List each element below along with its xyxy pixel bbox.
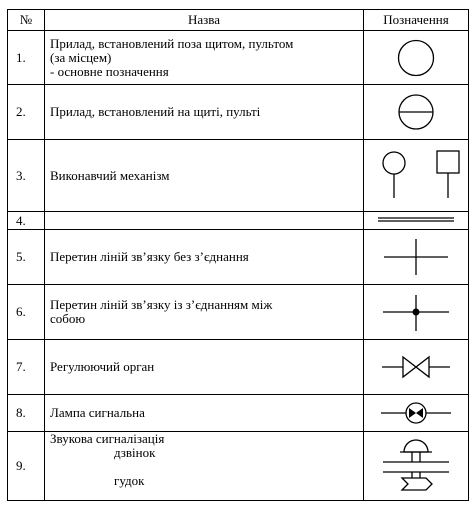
table-row [8, 285, 469, 340]
row-name-line: Звукова сигналізація [50, 431, 165, 446]
header-symbol: Позначення [364, 10, 469, 31]
row-name-line: - основне позначення [50, 63, 169, 79]
header-number: № [8, 10, 45, 31]
row-name [45, 212, 364, 230]
row-name: Прилад, встановлений на щиті, пульті [45, 85, 364, 140]
row-name: Виконавчий механізм [45, 140, 364, 212]
table-row [8, 212, 469, 230]
row-name: Лампа сигнальна [45, 395, 364, 432]
bell-label: дзвінок [114, 445, 156, 460]
row-number: 4. [8, 212, 45, 230]
line-crossing-symbol [366, 232, 466, 282]
signal-lamp-symbol [366, 397, 466, 429]
row-symbol [364, 140, 469, 212]
row-name-line: собою [50, 311, 86, 326]
row-number: 6. [8, 285, 45, 340]
row-symbol [364, 340, 469, 395]
row-name [45, 31, 364, 85]
symbols-table [7, 9, 469, 501]
table-row [8, 432, 469, 501]
row-symbol [364, 212, 469, 230]
row-symbol [364, 230, 469, 285]
row-number: 8. [8, 395, 45, 432]
row-number: 1. [8, 31, 45, 85]
row-number: 5. [8, 230, 45, 285]
instrument-panel-symbol [366, 87, 466, 137]
table-row [8, 85, 469, 140]
table-row [8, 140, 469, 212]
row-name: Регулюючий орган [45, 340, 364, 395]
row-symbol [364, 395, 469, 432]
communication-line-symbol [366, 214, 466, 228]
table-row [8, 340, 469, 395]
row-name-line: (за місцем) [50, 49, 112, 65]
table-row [8, 230, 469, 285]
valve-symbol [366, 347, 466, 387]
row-number: 9. [8, 432, 45, 501]
table-row [8, 31, 469, 85]
row-name-line: Прилад, встановлений поза щитом, пультом [50, 35, 294, 51]
table-header-row [8, 10, 469, 31]
line-junction-symbol [366, 287, 466, 337]
horn-label: гудок [114, 473, 145, 488]
actuator-symbol [366, 144, 466, 208]
row-name [45, 285, 364, 340]
row-symbol [364, 85, 469, 140]
row-name-line: Перетин ліній зв’язку із з’єднанням між [50, 297, 273, 312]
row-number: 3. [8, 140, 45, 212]
row-name: Перетин ліній зв’язку без з’єднання [45, 230, 364, 285]
row-symbol [364, 31, 469, 85]
row-symbol [364, 432, 469, 501]
sound-signal-symbol [366, 434, 466, 498]
instrument-local-symbol [366, 33, 466, 83]
table-row [8, 395, 469, 432]
row-number: 2. [8, 85, 45, 140]
header-name: Назва [45, 10, 364, 31]
row-symbol [364, 285, 469, 340]
row-number: 7. [8, 340, 45, 395]
row-name [45, 432, 364, 501]
